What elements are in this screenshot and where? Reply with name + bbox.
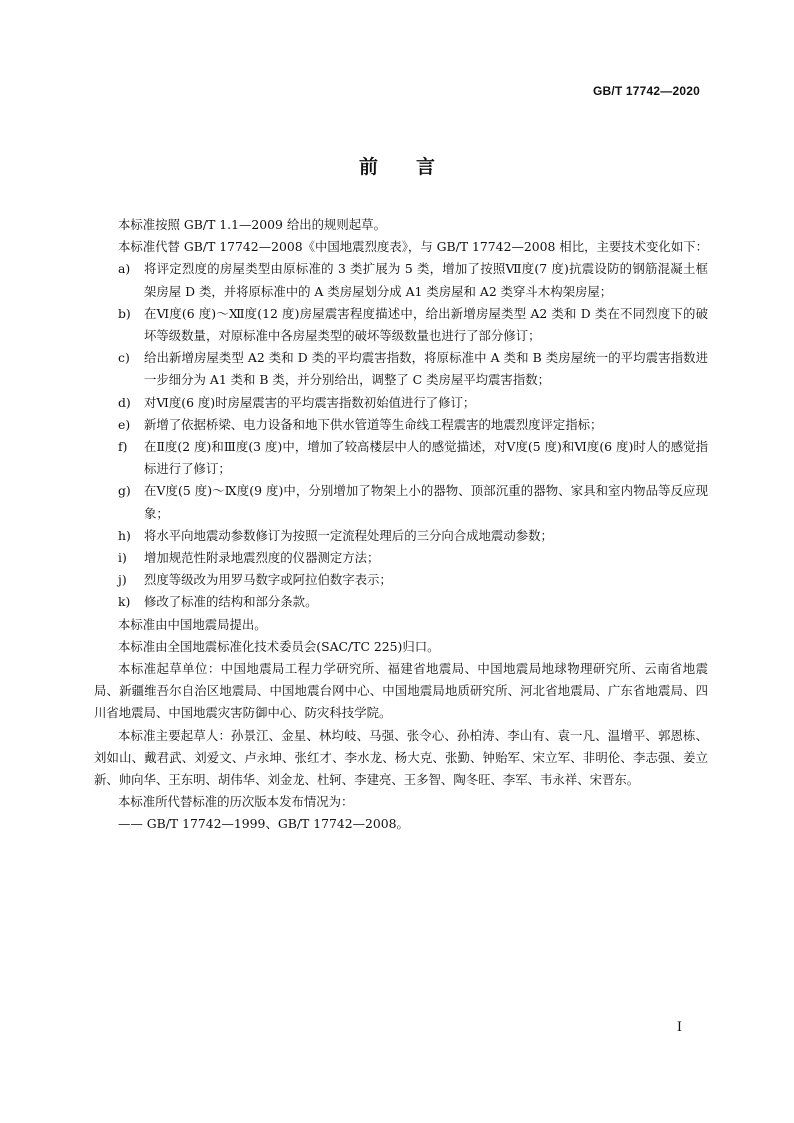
list-item-label: j) <box>118 572 127 588</box>
list-item-label: e) <box>118 416 131 432</box>
list-item <box>94 414 708 436</box>
list-item-label: f) <box>118 439 128 455</box>
list-item-text: 增加规范性附录地震烈度的仪器测定方法； <box>144 550 380 566</box>
list-item-label: h) <box>118 527 131 543</box>
paragraph: 本标准所代替标准的历次版本发布情况为： <box>118 794 354 810</box>
list-item-text: 在Ⅴ度(5 度)～Ⅸ度(9 度)中，分别增加了物架上小的器物、顶部沉重的器物、家具和室内物品等反应现象； <box>144 483 708 521</box>
list-item <box>94 347 708 391</box>
list-item <box>94 547 708 569</box>
paragraph: 本标准由中国地震局提出。 <box>118 616 267 632</box>
list-item-label: k) <box>118 594 131 610</box>
list-item-label: b) <box>118 305 131 321</box>
list-item-text: 在Ⅱ度(2 度)和Ⅲ度(3 度)中，增加了较高楼层中人的感觉描述，对Ⅴ度(5 度)和Ⅵ度(6 度)时人的感觉指标进行了修订； <box>144 439 708 477</box>
list-item <box>94 392 708 414</box>
list-item <box>94 569 708 591</box>
list-item-label: i) <box>118 550 127 566</box>
list-item <box>94 436 708 480</box>
list-item <box>94 591 708 613</box>
list-item-text: 将水平向地震动参数修订为按照一定流程处理后的三分向合成地震动参数； <box>144 527 553 543</box>
document-body <box>94 214 708 836</box>
paragraph: 本标准按照 GB/T 1.1—2009 给出的规则起草。 <box>118 217 386 232</box>
history-line: —— GB/T 17742—1999、GB/T 17742—2008。 <box>118 816 409 832</box>
paragraph: 本标准代替 GB/T 17742—2008《中国地震烈度表》，与 GB/T 17742—2008 相比，主要技术变化如下： <box>118 239 708 255</box>
list-item-label: g) <box>118 483 131 499</box>
list-item <box>94 303 708 347</box>
drafting-units-paragraph: 本标准起草单位：中国地震局工程力学研究所、福建省地震局、中国地震局地球物理研究所、云南省地震局、新疆维吾尔自治区地震局、中国地震台网中心、中国地震局地质研究所、河北省地震局、广东省地震局、四川省地震局、中国地震灾害防御中心、防灾科技学院。 <box>94 661 708 721</box>
list-item-text: 修改了标准的结构和部分条款。 <box>144 594 318 610</box>
list-item <box>94 258 708 302</box>
list-item-text: 将评定烈度的房屋类型由原标准的 3 类扩展为 5 类，增加了按照Ⅶ度(7 度)抗震设防的钢筋混凝土框架房屋 D 类，并将原标准中的 A 类房屋划分成 A1 类房屋和 A2 类穿斗木构架房屋； <box>144 261 708 299</box>
page-title: 前 言 <box>358 156 435 178</box>
list-item-text: 对Ⅵ度(6 度)时房屋震害的平均震害指数初始值进行了修订； <box>144 394 476 410</box>
list-item-text: 新增了依据桥梁、电力设备和地下供水管道等生命线工程震害的地震烈度评定指标； <box>144 416 603 432</box>
page-number: I <box>676 1020 682 1035</box>
list-item-label: a) <box>118 261 131 277</box>
drafters-paragraph: 本标准主要起草人：孙景江、金星、林均岐、马强、张令心、孙柏涛、李山有、袁一凡、温增平、郭恩栋、刘如山、戴君武、刘爱文、卢永坤、张红才、李水龙、杨大克、张勤、钟贻军、宋立军、非明伦、李志强、姜立新、帅向华、王东明、胡伟华、刘金龙、杜轲、李建亮、王多智、陶冬旺、李军、韦永祥、宋晋东。 <box>94 727 708 788</box>
change-list <box>94 258 708 613</box>
list-item <box>94 525 708 547</box>
list-item-text: 烈度等级改为用罗马数字或阿拉伯数字表示； <box>144 572 392 588</box>
list-item <box>94 480 708 524</box>
list-item-label: d) <box>118 394 131 410</box>
standard-code: GB/T 17742—2020 <box>592 84 700 98</box>
paragraph: 本标准由全国地震标准化技术委员会(SAC/TC 225)归口。 <box>118 638 440 654</box>
list-item-text: 给出新增房屋类型 A2 类和 D 类的平均震害指数，将原标准中 A 类和 B 类房屋统一的平均震害指数进一步细分为 A1 类和 B 类，并分别给出，调整了 C 类房屋平均震害指数； <box>144 350 708 388</box>
list-item-label: c) <box>118 350 130 366</box>
list-item-text: 在Ⅵ度(6 度)～Ⅻ度(12 度)房屋震害程度描述中，给出新增房屋类型 A2 类和 D 类在不同烈度下的破坏等级数量，对原标准中各房屋类型的破坏等级数量也进行了部分修订； <box>144 305 708 344</box>
